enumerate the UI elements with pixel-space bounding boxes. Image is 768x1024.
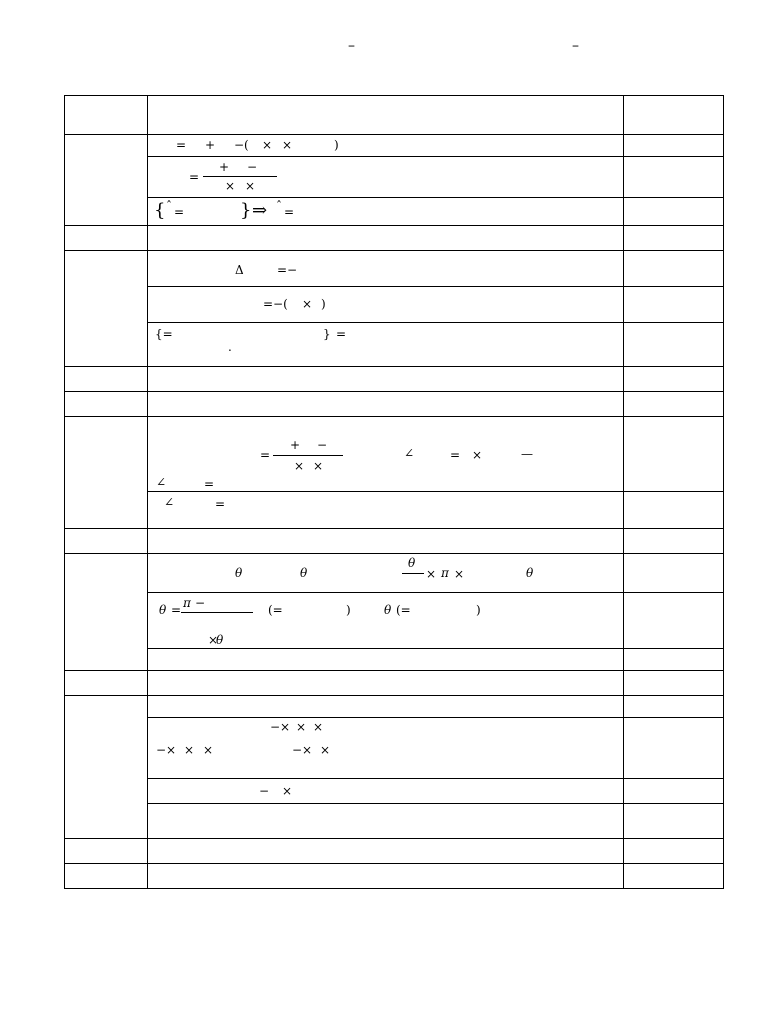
score-cell bbox=[624, 226, 724, 251]
denominator-times: × bbox=[313, 459, 324, 473]
table-row bbox=[65, 529, 724, 554]
table-row-header bbox=[65, 96, 724, 135]
score-cell bbox=[624, 839, 724, 864]
times-sign: × bbox=[454, 567, 465, 581]
score-cell bbox=[624, 417, 724, 492]
table-row bbox=[65, 696, 724, 718]
theta-symbol: θ bbox=[159, 603, 167, 617]
minus-times: −× bbox=[292, 743, 313, 757]
angle-symbol: ∠ bbox=[164, 495, 175, 509]
score-cell bbox=[624, 287, 724, 323]
numerator-plus: + bbox=[219, 160, 230, 174]
score-cell bbox=[624, 492, 724, 529]
open-paren-equals: (= bbox=[396, 603, 411, 617]
equals-sign: = bbox=[450, 448, 461, 462]
header-cell-item bbox=[65, 96, 148, 135]
score-cell bbox=[624, 135, 724, 157]
formula-cell bbox=[148, 251, 624, 287]
pi-symbol: π bbox=[183, 596, 191, 610]
times-sign: × bbox=[296, 720, 307, 734]
formula-cell bbox=[148, 417, 624, 492]
formula-cell bbox=[148, 718, 624, 779]
score-cell bbox=[624, 696, 724, 718]
formula-cell bbox=[148, 323, 624, 367]
header-cell-score bbox=[624, 96, 724, 135]
numerator-minus: − bbox=[247, 160, 258, 174]
hat-accent: ˆ bbox=[276, 199, 282, 213]
header-cell-content bbox=[148, 96, 624, 135]
content-cell bbox=[148, 367, 624, 392]
theta-symbol: θ bbox=[216, 633, 224, 647]
table-row bbox=[65, 718, 724, 779]
item-cell-group-c bbox=[65, 417, 148, 529]
table-row bbox=[65, 804, 724, 839]
numerator-minus: − bbox=[317, 438, 328, 452]
formula-cell bbox=[148, 554, 624, 593]
table-row bbox=[65, 864, 724, 889]
score-cell bbox=[624, 392, 724, 417]
header-dash-right: – bbox=[572, 38, 579, 54]
content-cell bbox=[148, 392, 624, 417]
score-cell bbox=[624, 323, 724, 367]
times-sign: × bbox=[282, 784, 293, 798]
header-dash-left: – bbox=[348, 38, 355, 54]
equals-sign: = bbox=[215, 497, 226, 511]
theta-symbol: θ bbox=[384, 603, 392, 617]
minus-sign: − bbox=[195, 596, 206, 610]
equals-sign: = bbox=[284, 205, 295, 219]
table-row bbox=[65, 554, 724, 593]
score-cell bbox=[624, 671, 724, 696]
times-sign: × bbox=[282, 138, 293, 152]
item-cell bbox=[65, 367, 148, 392]
denominator-times: × bbox=[225, 179, 236, 193]
table-row bbox=[65, 226, 724, 251]
equals-sign: = bbox=[189, 170, 200, 184]
score-cell bbox=[624, 593, 724, 649]
pi-symbol: π bbox=[441, 566, 449, 580]
fraction-bar bbox=[203, 176, 277, 177]
close-paren: ) bbox=[476, 603, 481, 617]
times-sign: × bbox=[208, 633, 219, 647]
item-cell bbox=[65, 529, 148, 554]
times-sign: × bbox=[203, 743, 214, 757]
formula-cell bbox=[148, 135, 624, 157]
table-row bbox=[65, 135, 724, 157]
equals-sign: = bbox=[336, 327, 347, 341]
score-cell bbox=[624, 198, 724, 226]
denominator-times: × bbox=[294, 459, 305, 473]
table-row bbox=[65, 367, 724, 392]
item-cell-group-d bbox=[65, 554, 148, 671]
implies-arrow: ⇒ bbox=[252, 200, 268, 221]
minus-sign: − bbox=[259, 784, 270, 798]
dash: — bbox=[521, 447, 533, 461]
table-row bbox=[65, 417, 724, 492]
item-cell bbox=[65, 839, 148, 864]
close-paren: ) bbox=[321, 297, 326, 311]
score-cell bbox=[624, 367, 724, 392]
score-cell bbox=[624, 529, 724, 554]
content-cell bbox=[148, 839, 624, 864]
theta-symbol: θ bbox=[235, 566, 243, 580]
formula-cell bbox=[148, 157, 624, 198]
content-cell bbox=[148, 649, 624, 671]
dot: . bbox=[228, 340, 232, 354]
table-row bbox=[65, 593, 724, 649]
equals-sign: = bbox=[171, 603, 182, 617]
score-cell bbox=[624, 864, 724, 889]
answer-table bbox=[64, 95, 724, 889]
item-cell bbox=[65, 864, 148, 889]
denominator-times: × bbox=[245, 179, 256, 193]
angle-symbol: ∠ bbox=[156, 475, 167, 489]
numerator-plus: + bbox=[290, 438, 301, 452]
content-cell bbox=[148, 804, 624, 839]
formula-cell bbox=[148, 198, 624, 226]
times-sign: × bbox=[320, 743, 331, 757]
minus-times: −× bbox=[156, 743, 177, 757]
times-sign: × bbox=[426, 567, 437, 581]
minus-times: −× bbox=[270, 720, 291, 734]
close-paren: ) bbox=[334, 138, 339, 152]
left-brace: { bbox=[154, 200, 166, 221]
close-paren: ) bbox=[346, 603, 351, 617]
formula-cell bbox=[148, 492, 624, 529]
table-row bbox=[65, 198, 724, 226]
table-row bbox=[65, 251, 724, 287]
theta-symbol: θ bbox=[408, 556, 416, 570]
score-cell bbox=[624, 554, 724, 593]
equals-minus-paren: =−( bbox=[263, 297, 288, 311]
times-sign: × bbox=[313, 720, 324, 734]
times-sign: × bbox=[302, 297, 313, 311]
equals-sign: = bbox=[176, 138, 187, 152]
equals-sign: = bbox=[204, 477, 215, 491]
angle-symbol: ∠ bbox=[404, 446, 415, 460]
score-cell bbox=[624, 718, 724, 779]
table-row bbox=[65, 157, 724, 198]
table-row bbox=[65, 779, 724, 804]
content-cell bbox=[148, 671, 624, 696]
content-cell bbox=[148, 226, 624, 251]
right-brace: } bbox=[240, 200, 252, 221]
fraction-bar bbox=[181, 612, 253, 613]
table-row bbox=[65, 392, 724, 417]
equals-sign: = bbox=[174, 205, 185, 219]
equals-sign: = bbox=[260, 448, 271, 462]
item-cell-group-b bbox=[65, 251, 148, 367]
table-row bbox=[65, 839, 724, 864]
theta-symbol: θ bbox=[300, 566, 308, 580]
score-cell bbox=[624, 779, 724, 804]
open-paren-equals: (= bbox=[268, 603, 283, 617]
table-row bbox=[65, 649, 724, 671]
theta-symbol: θ bbox=[526, 566, 534, 580]
fraction-bar bbox=[402, 573, 424, 574]
times-sign: × bbox=[184, 743, 195, 757]
left-brace-equals: {= bbox=[155, 327, 173, 341]
fraction-bar bbox=[273, 455, 343, 456]
item-cell bbox=[65, 226, 148, 251]
content-cell bbox=[148, 696, 624, 718]
score-cell bbox=[624, 649, 724, 671]
formula-cell bbox=[148, 593, 624, 649]
item-cell-group-a bbox=[65, 135, 148, 226]
item-cell bbox=[65, 671, 148, 696]
content-cell bbox=[148, 529, 624, 554]
table-row bbox=[65, 323, 724, 367]
plus-sign: + bbox=[205, 138, 216, 152]
score-cell bbox=[624, 804, 724, 839]
right-brace: } bbox=[323, 327, 331, 341]
item-cell bbox=[65, 392, 148, 417]
times-sign: × bbox=[262, 138, 273, 152]
times-sign: × bbox=[472, 448, 483, 462]
table-row bbox=[65, 287, 724, 323]
minus-paren: −( bbox=[234, 138, 249, 152]
score-cell bbox=[624, 251, 724, 287]
score-cell bbox=[624, 157, 724, 198]
table-row bbox=[65, 671, 724, 696]
hat-accent: ˆ bbox=[166, 199, 172, 213]
table-row bbox=[65, 492, 724, 529]
equals-minus: =− bbox=[277, 263, 298, 277]
content-cell bbox=[148, 864, 624, 889]
delta-symbol: Δ bbox=[235, 263, 244, 277]
formula-cell bbox=[148, 779, 624, 804]
formula-cell bbox=[148, 287, 624, 323]
item-cell-group-e bbox=[65, 696, 148, 839]
